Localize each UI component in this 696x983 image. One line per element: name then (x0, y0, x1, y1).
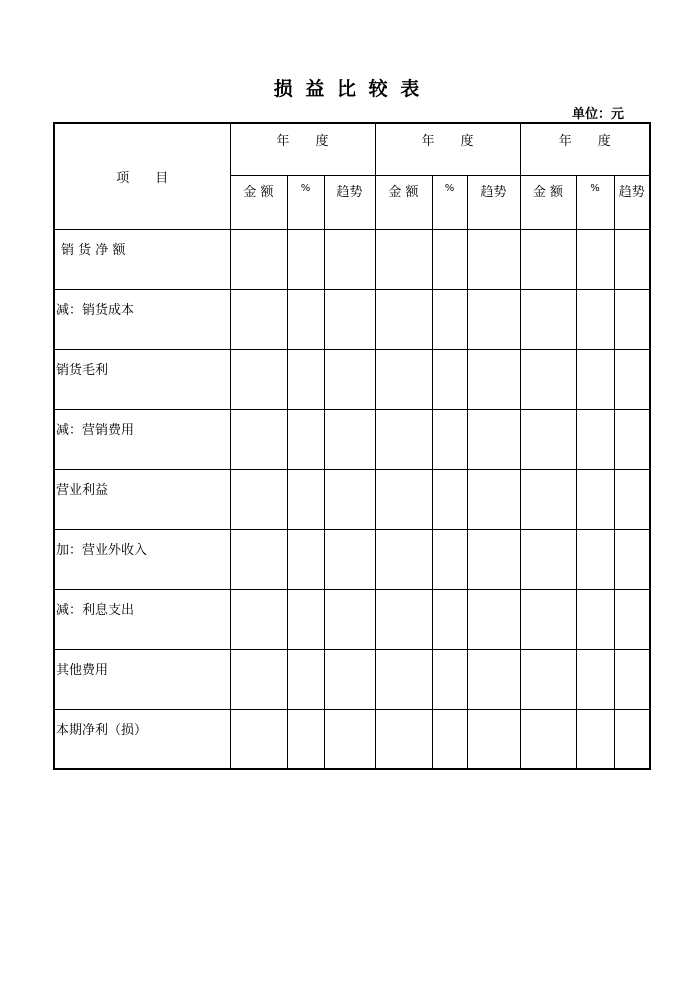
data-cell[interactable] (287, 529, 324, 589)
amount-header: 金 额 (230, 175, 287, 229)
data-cell[interactable] (230, 289, 287, 349)
data-cell[interactable] (324, 709, 375, 769)
data-cell[interactable] (432, 289, 467, 349)
data-cell[interactable] (230, 409, 287, 469)
data-cell[interactable] (467, 589, 520, 649)
table-row (54, 289, 650, 349)
table-row (54, 589, 650, 649)
data-cell[interactable] (614, 469, 650, 529)
page-title: 损 益 比 较 表 (273, 78, 423, 100)
data-cell[interactable] (324, 289, 375, 349)
data-cell[interactable] (375, 409, 432, 469)
trend-header: 趋势 (614, 175, 650, 229)
table-row (54, 469, 650, 529)
amount-header: 金 额 (375, 175, 432, 229)
row-label: 销货毛利 (54, 349, 230, 409)
unit-label: 单位：元 (572, 107, 625, 122)
data-cell[interactable] (467, 289, 520, 349)
data-cell[interactable] (287, 289, 324, 349)
row-label: 减：营销费用 (54, 409, 230, 469)
percent-header: % (287, 175, 324, 229)
data-cell[interactable] (576, 649, 614, 709)
data-cell[interactable] (614, 409, 650, 469)
table-row (54, 229, 650, 289)
percent-header: % (432, 175, 467, 229)
data-cell[interactable] (614, 289, 650, 349)
trend-header: 趋势 (467, 175, 520, 229)
data-cell[interactable] (432, 649, 467, 709)
data-cell[interactable] (287, 349, 324, 409)
percent-header: % (576, 175, 614, 229)
data-cell[interactable] (467, 469, 520, 529)
data-cell[interactable] (324, 409, 375, 469)
data-cell[interactable] (467, 709, 520, 769)
row-label: 销 货 净 额 (54, 229, 230, 289)
data-cell[interactable] (287, 709, 324, 769)
data-cell[interactable] (375, 289, 432, 349)
amount-header: 金 额 (520, 175, 576, 229)
data-cell[interactable] (287, 469, 324, 529)
table-row (54, 709, 650, 769)
data-cell[interactable] (432, 589, 467, 649)
data-cell[interactable] (324, 529, 375, 589)
data-cell[interactable] (375, 649, 432, 709)
data-cell[interactable] (230, 589, 287, 649)
data-cell[interactable] (287, 409, 324, 469)
data-cell[interactable] (375, 469, 432, 529)
data-cell[interactable] (520, 529, 576, 589)
data-cell[interactable] (467, 529, 520, 589)
data-cell[interactable] (287, 589, 324, 649)
row-label: 减：销货成本 (54, 289, 230, 349)
data-cell[interactable] (432, 529, 467, 589)
data-cell[interactable] (230, 469, 287, 529)
data-cell[interactable] (230, 529, 287, 589)
data-cell[interactable] (467, 229, 520, 289)
data-cell[interactable] (520, 589, 576, 649)
data-cell[interactable] (230, 649, 287, 709)
row-label: 营业利益 (54, 469, 230, 529)
data-cell[interactable] (520, 349, 576, 409)
data-cell[interactable] (614, 649, 650, 709)
data-cell[interactable] (520, 409, 576, 469)
data-cell[interactable] (324, 649, 375, 709)
table-row (54, 349, 650, 409)
data-cell[interactable] (576, 469, 614, 529)
data-cell[interactable] (576, 529, 614, 589)
data-cell[interactable] (432, 709, 467, 769)
data-cell[interactable] (614, 709, 650, 769)
data-cell[interactable] (432, 469, 467, 529)
data-cell[interactable] (520, 289, 576, 349)
data-cell[interactable] (576, 709, 614, 769)
data-cell[interactable] (432, 409, 467, 469)
data-cell[interactable] (324, 589, 375, 649)
data-cell[interactable] (576, 589, 614, 649)
data-cell[interactable] (576, 349, 614, 409)
data-cell[interactable] (520, 709, 576, 769)
row-label: 减：利息支出 (54, 589, 230, 649)
data-cell[interactable] (614, 349, 650, 409)
data-cell[interactable] (520, 469, 576, 529)
row-label: 加：营业外收入 (54, 529, 230, 589)
table-row (54, 529, 650, 589)
data-cell[interactable] (576, 229, 614, 289)
data-cell[interactable] (230, 229, 287, 289)
table-row (54, 409, 650, 469)
year-header-3: 年 度 (520, 123, 650, 175)
data-cell[interactable] (375, 589, 432, 649)
data-cell[interactable] (287, 229, 324, 289)
row-label: 其他费用 (54, 649, 230, 709)
table-row (54, 649, 650, 709)
header-row-year (54, 123, 650, 175)
data-cell[interactable] (614, 229, 650, 289)
data-cell[interactable] (324, 229, 375, 289)
profit-loss-comparison-table (53, 122, 651, 770)
data-cell[interactable] (230, 349, 287, 409)
data-cell[interactable] (324, 469, 375, 529)
data-cell[interactable] (614, 589, 650, 649)
data-cell[interactable] (375, 529, 432, 589)
data-cell[interactable] (375, 709, 432, 769)
data-cell[interactable] (467, 409, 520, 469)
data-cell[interactable] (520, 229, 576, 289)
data-cell[interactable] (432, 349, 467, 409)
data-cell[interactable] (467, 649, 520, 709)
trend-header: 趋势 (324, 175, 375, 229)
data-cell[interactable] (520, 649, 576, 709)
data-cell[interactable] (375, 349, 432, 409)
row-label: 本期净利（损） (54, 709, 230, 769)
item-header: 项 目 (54, 123, 230, 229)
year-header-1: 年 度 (230, 123, 375, 175)
data-cell[interactable] (324, 349, 375, 409)
data-cell[interactable] (576, 409, 614, 469)
data-cell[interactable] (467, 349, 520, 409)
data-cell[interactable] (432, 229, 467, 289)
data-cell[interactable] (230, 709, 287, 769)
data-cell[interactable] (576, 289, 614, 349)
year-header-2: 年 度 (375, 123, 520, 175)
data-cell[interactable] (614, 529, 650, 589)
data-cell[interactable] (375, 229, 432, 289)
data-cell[interactable] (287, 649, 324, 709)
